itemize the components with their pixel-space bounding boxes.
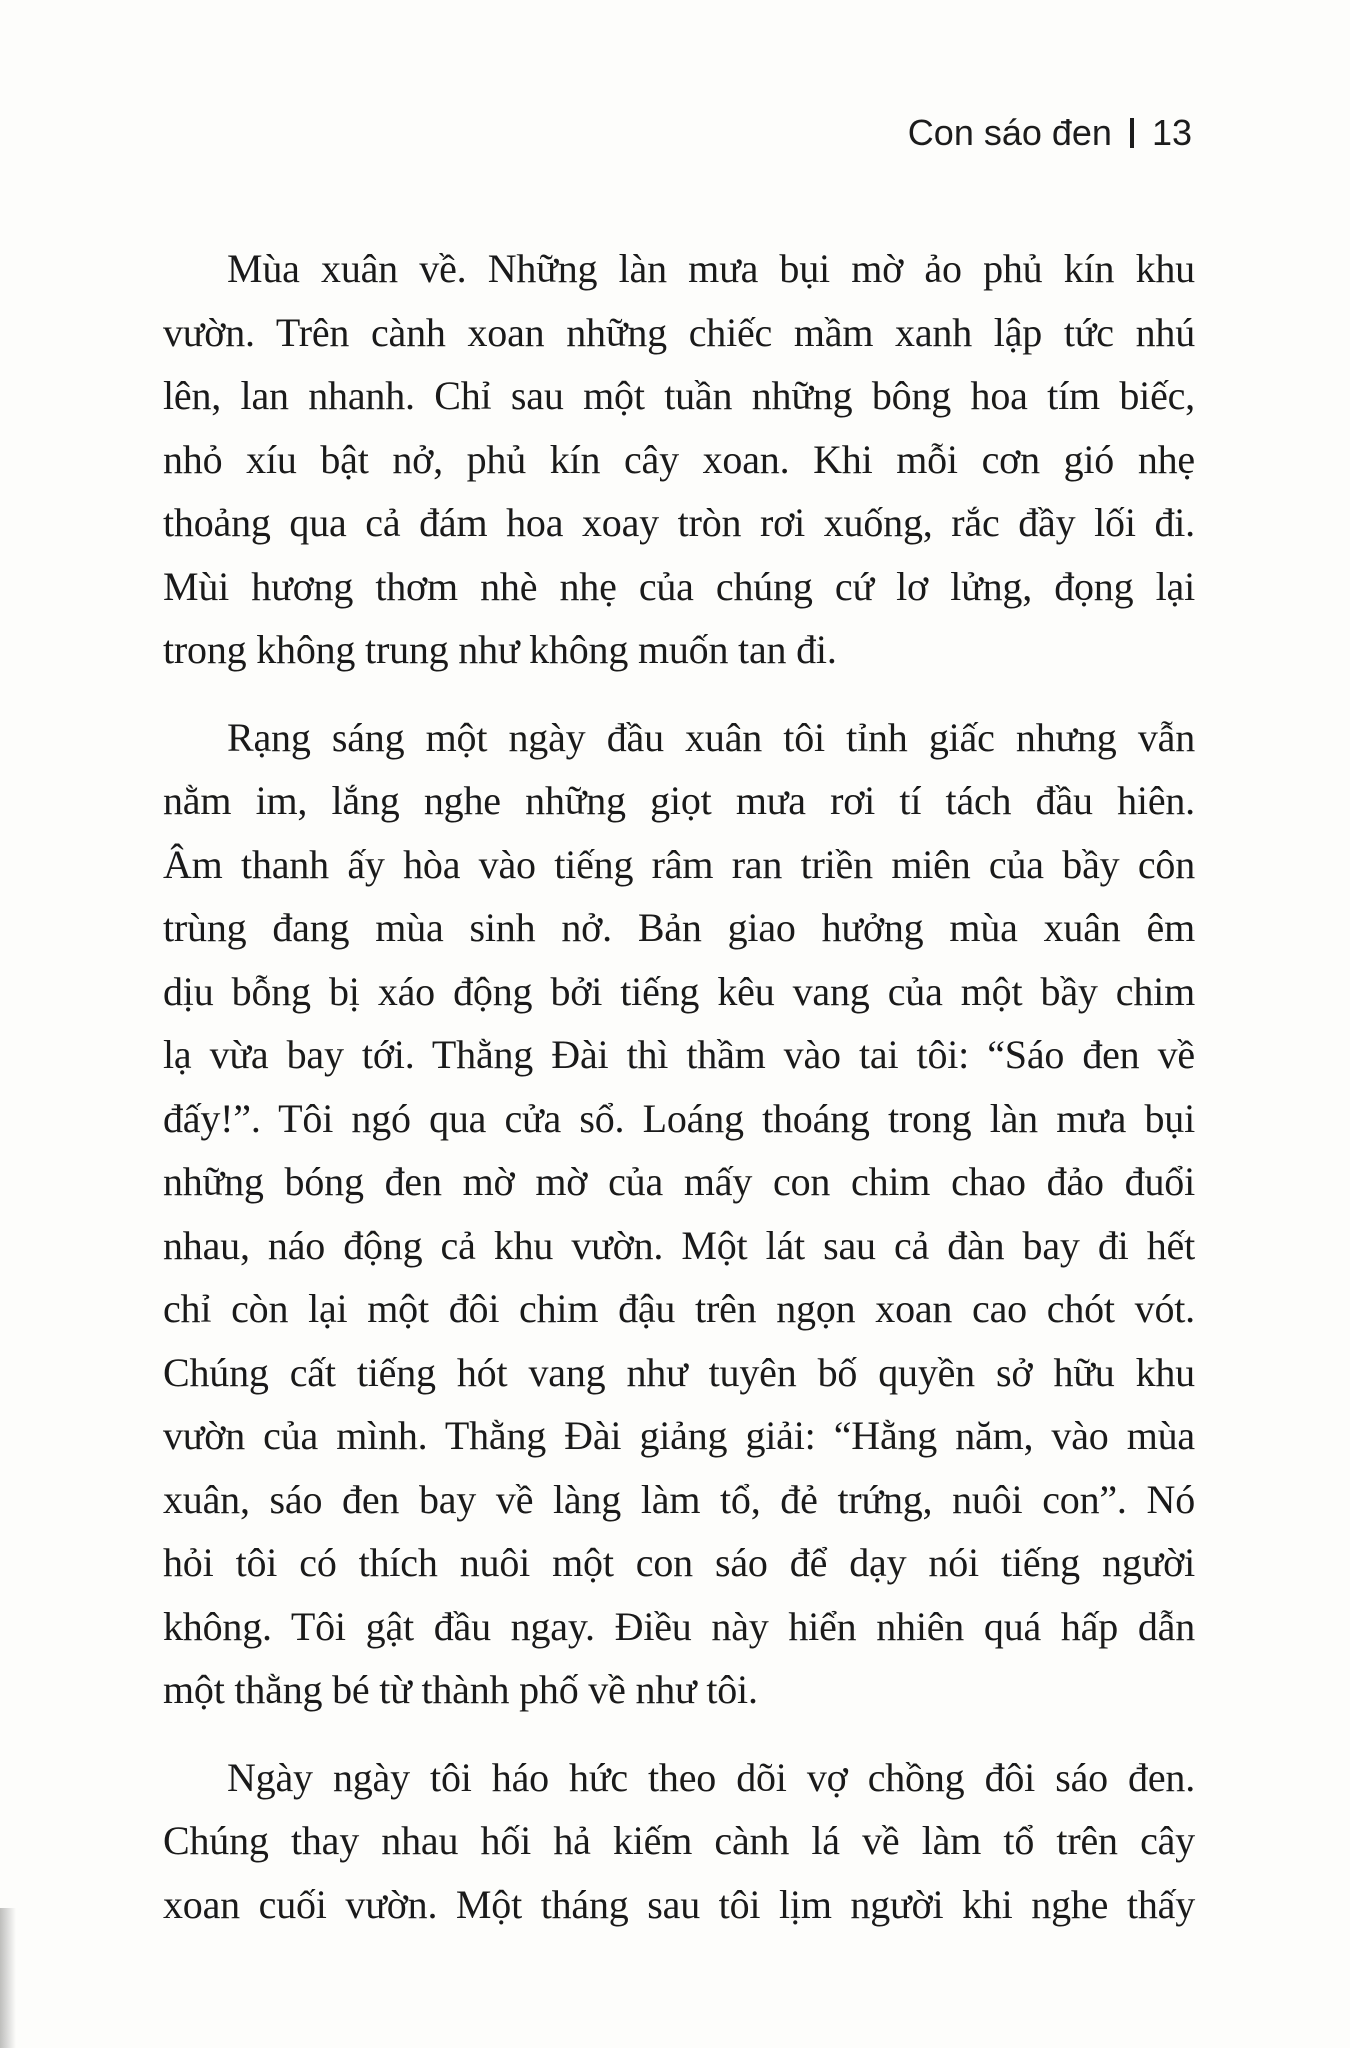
text-line: nhỏ xíu bật nở, phủ kín cây xoan. Khi mỗi cơn gió nhẹ [163, 436, 1195, 482]
text-line: Rạng sáng một ngày đầu xuân tôi tỉnh giấc nhưng vẫn [227, 714, 1195, 760]
text-line: những bóng đen mờ mờ của mấy con chim chao đảo đuổi [163, 1159, 1195, 1204]
text-line: đấy!”. Tôi ngó qua cửa sổ. Loáng thoáng trong làn mưa bụi [163, 1095, 1195, 1141]
header-separator [1130, 118, 1134, 148]
running-header [908, 112, 1192, 154]
paragraph-3 [163, 1746, 1195, 1937]
text-line: lên, lan nhanh. Chỉ sau một tuần những bông hoa tím biếc, [163, 373, 1195, 418]
text-line: trong không trung như không muốn tan đi. [163, 627, 837, 672]
text-line: một thằng bé từ thành phố về như tôi. [163, 1667, 758, 1712]
text-line: nhau, náo động cả khu vườn. Một lát sau cả đàn bay đi hết [163, 1222, 1195, 1268]
text-line: chỉ còn lại một đôi chim đậu trên ngọn xoan cao chót vót. [163, 1286, 1195, 1331]
text-line: thoảng qua cả đám hoa xoay tròn rơi xuống, rắc đầy lối đi. [163, 500, 1195, 545]
page-number: 13 [1151, 112, 1192, 153]
text-line: vườn của mình. Thằng Đài giảng giải: “Hằng năm, vào mùa [163, 1413, 1195, 1458]
text-line: dịu bỗng bị xáo động bởi tiếng kêu vang của một bầy chim [163, 968, 1195, 1014]
text-line: nằm im, lắng nghe những giọt mưa rơi tí tách đầu hiên. [163, 778, 1195, 823]
text-line: Chúng thay nhau hối hả kiếm cành lá về làm tổ trên cây [163, 1818, 1195, 1863]
text-line: Mùa xuân về. Những làn mưa bụi mờ ảo phủ kín khu [227, 246, 1195, 291]
chapter-title: Con sáo đen [907, 112, 1112, 153]
text-line: xoan cuối vườn. Một tháng sau tôi lịm người khi nghe thấy [163, 1881, 1195, 1927]
text-line: Chúng cất tiếng hót vang như tuyên bố quyền sở hữu khu [163, 1349, 1195, 1395]
paragraph-1 [163, 237, 1195, 682]
body-text [163, 237, 1195, 1936]
text-line: xuân, sáo đen bay về làng làm tổ, đẻ trứng, nuôi con”. Nó [163, 1476, 1195, 1522]
text-line: vườn. Trên cành xoan những chiếc mầm xanh lập tức nhú [163, 309, 1195, 355]
text-line: Mùi hương thơm nhè nhẹ của chúng cứ lơ lửng, đọng lại [163, 563, 1195, 609]
text-line: trùng đang mùa sinh nở. Bản giao hưởng mùa xuân êm [163, 905, 1195, 950]
text-line: lạ vừa bay tới. Thằng Đài thì thầm vào tai tôi: “Sáo đen về [163, 1032, 1195, 1077]
text-line: Âm thanh ấy hòa vào tiếng râm ran triền miên của bầy côn [163, 841, 1195, 887]
text-line: hỏi tôi có thích nuôi một con sáo để dạy nói tiếng người [163, 1540, 1195, 1585]
scan-shadow [0, 1908, 16, 2048]
text-line: không. Tôi gật đầu ngay. Điều này hiển nhiên quá hấp dẫn [163, 1603, 1195, 1649]
text-line: Ngày ngày tôi háo hức theo dõi vợ chồng đôi sáo đen. [227, 1754, 1195, 1800]
paragraph-2 [163, 706, 1195, 1722]
